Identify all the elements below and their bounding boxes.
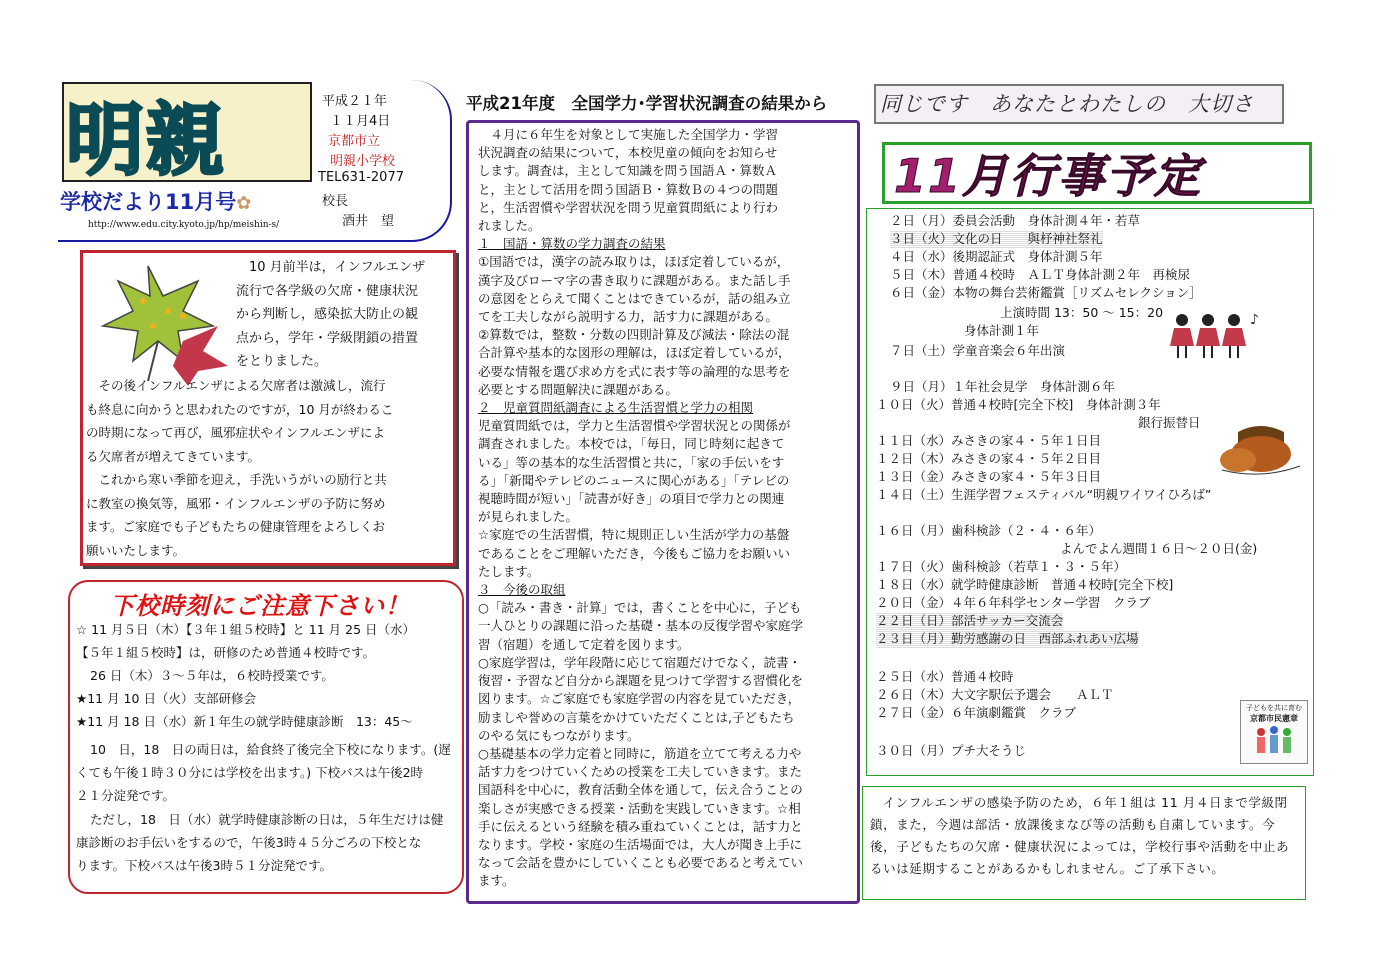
- survey-line: 手に伝えるという経験を積み重ねていくことは，話す力と: [478, 818, 803, 834]
- masthead-year: 平成２１年: [322, 94, 388, 109]
- survey-line: てを工夫しながら説明する力，話す力に課題がある。: [478, 309, 779, 325]
- citizens-charter-badge: [1240, 700, 1308, 764]
- masthead-city: 京都市立: [328, 134, 381, 149]
- event-item: ９日（月）１年社会見学 身体計測６年: [890, 379, 1116, 394]
- survey-line: れました。: [478, 218, 541, 234]
- masthead-principal-label: 校長: [322, 194, 349, 209]
- event-item: ４日（水）後期認証式 身体計測５年: [890, 249, 1103, 264]
- survey-line: ①国語では，漢字の読み取りは，ほぼ定着しているが，: [478, 254, 790, 270]
- chestnut-icon: [1218, 420, 1304, 476]
- closure-notice-text: インフルエンザの感染予防のため，６年１組は 11 月４日まで学級閉鎖，また，今週は部活・放課後まなび等の活動も自粛しています。今後，子どもたちの欠席・健康状況によっては，学校行事や活動を中止あるいは延期することがあるかもしれません。ご了承下さい。: [870, 795, 1290, 876]
- event-item: ２２日（日）部活サッカー交流会: [876, 613, 1064, 628]
- event-item: よんでよん週間１６日～２０日(金): [1060, 541, 1258, 556]
- survey-line: 話す力をつけていくための授業を工夫していきます。また: [478, 764, 803, 780]
- survey-line: と，生活習慣や学習状況を問う児童質問紙により行わ: [478, 199, 779, 215]
- flower-icon: ✿: [236, 193, 252, 214]
- dismissal-line: ☆ 11 月５日（木）【３年１組５校時】と 11 月 25 日（水）: [76, 622, 416, 637]
- dismissal-line: 26 日（木）３～５年は，６校時授業です。: [90, 668, 334, 683]
- events-title: 11月行事予定: [894, 149, 1203, 203]
- dismissal-line: くても午後１時３０分には学校を出ます。) 下校バスは午後2時: [76, 765, 424, 780]
- survey-line: 合計算や基本的な図形の理解は，ほぼ定着しているが，: [478, 345, 791, 361]
- survey-line: であることをご理解いただき，今後もご協力をお願いい: [478, 545, 791, 561]
- singing-children-icon: [1168, 310, 1264, 360]
- dismissal-line: 10 日，18 日の両日は，給食終了後完全下校になります。(遅: [90, 742, 451, 757]
- survey-line: 一人ひとりの課題に沿った基礎・基本の反復学習や家庭学: [478, 618, 804, 634]
- survey-line: 国語科を中心に，教育活動全体を通して，伝え合うことの: [478, 782, 803, 798]
- survey-line: ４月に６年生を対象として実施した全国学力・学習: [490, 127, 779, 142]
- notice-intro: [236, 256, 446, 374]
- charter-line: 子どもを共に育む: [1246, 704, 1302, 712]
- notice-line: をとりました。: [236, 354, 328, 369]
- survey-line: 漢字及びローマ字の書き取りに課題がある。また話し手: [478, 272, 791, 288]
- survey-line: が見られました。: [478, 509, 579, 525]
- survey-line: ○基礎基本の学力定着と同時に，筋道を立てて考える力や: [478, 745, 802, 761]
- event-item: １７日（火）歯科検診（若草１・３・５年）: [876, 559, 1127, 574]
- notice-line: これから寒い季節を迎え，手洗いうがいの励行と共: [98, 472, 387, 487]
- notice-line: 10 月前半は，インフルエンザ: [249, 260, 426, 275]
- survey-line: します。調査は，主として知識を問う国語Ａ・算数Ａ: [478, 163, 778, 179]
- charter-line: 京都市民憲章: [1250, 714, 1298, 723]
- survey-line: ３ 今後の取組: [478, 582, 566, 598]
- masthead-date: １１月4日: [330, 114, 391, 129]
- survey-line: 調査されました。本校では，「毎日，同じ時刻に起きて: [478, 436, 785, 452]
- masthead-school: 明親小学校: [330, 154, 396, 169]
- svg-text:♪: ♪: [1250, 312, 1259, 328]
- survey-title: 平成21年度 全国学力･学習状況調査の結果から: [466, 94, 828, 113]
- survey-line: ○家庭学習は，学年段階に応じて宿題だけでなく，読書・: [478, 654, 802, 670]
- event-item: １１日（水）みさきの家４・５年１日目: [876, 433, 1102, 448]
- survey-line: の意図をとらえて聞くことはできているが，話の組み立: [478, 290, 791, 306]
- survey-line: のやる気にもつながります。: [478, 727, 640, 743]
- notice-line: 願いいたします。: [86, 542, 186, 558]
- notice-line: も終息に向かうと思われたのですが，10 月が終わるこ: [86, 401, 394, 417]
- notice-line: に教室の換気等，風邪・インフルエンザの予防に努め: [86, 495, 386, 511]
- survey-line: ○「読み・書き・計算」では，書くことを中心に，子ども: [478, 600, 802, 616]
- event-item: １４日（土）生涯学習フェスティバル“明親ワイワイひろば”: [876, 487, 1212, 502]
- notice-line: る欠席者が増えてきています。: [86, 448, 261, 464]
- event-item: １６日（月）歯科検診（２・４・６年）: [876, 523, 1102, 538]
- notice-line: の時期になって再び，風邪症状やインフルエンザによ: [86, 425, 386, 440]
- notice-line: ます。ご家庭でも子どもたちの健康管理をよろしくお: [86, 519, 386, 534]
- survey-line: ②算数では，整数・分数の四則計算及び減法・除法の混: [478, 327, 790, 343]
- notice-body: [86, 374, 450, 562]
- school-url[interactable]: http://www.edu.city.kyoto.jp/hp/meishin-s/: [88, 220, 280, 230]
- survey-line: 習（宿題）を通して定着を図ります。: [478, 636, 690, 652]
- event-item: ５日（木）普通４校時 ＡＬＴ身体計測２年 再検尿: [890, 267, 1191, 282]
- slogan-text: 同じです あなたとわたしの 大切さ: [880, 92, 1254, 116]
- survey-line: いる」等の基本的な生活習慣と共に，「家の手伝いをす: [478, 454, 785, 470]
- event-item: 身体計測１年: [964, 323, 1040, 338]
- survey-line: と，主として活用を問う国語Ｂ・算数Ｂの４つの問題: [478, 181, 779, 197]
- survey-line: る」「新聞やテレビのニュースに関心がある」「テレビの: [478, 472, 790, 488]
- survey-line: 状況調査の結果について，本校児童の傾向をお知らせ: [478, 145, 778, 161]
- survey-line: 必要な情報を選び求め方を式に表す等の論理的な思考を: [478, 363, 791, 379]
- masthead-principal-name: 酒井 望: [342, 214, 395, 229]
- family-icon: [1249, 724, 1299, 758]
- survey-line: たします。: [478, 563, 540, 579]
- notice-line: から判断し，感染拡大防止の観: [236, 307, 419, 322]
- survey-line: ２ 児童質問紙調査による生活習慣と学力の相関: [478, 400, 754, 416]
- survey-line: ☆家庭での生活習慣，特に規則正しい生活が学力の基盤: [478, 527, 790, 543]
- survey-line: 図ります。☆ご家庭でも家庭学習の内容を見ていただき，: [478, 691, 801, 707]
- event-item: １３日（金）みさきの家４・５年３日目: [876, 469, 1102, 484]
- school-logo: 明親: [66, 96, 227, 186]
- dismissal-line: ただし，18 日（水）就学時健康診断の日は，５年生だけは健: [90, 812, 444, 827]
- event-item: ２３日（月）勤労感謝の日 西部ふれあい広場: [876, 631, 1139, 646]
- dismissal-line: ２１分淀発です。: [76, 788, 176, 803]
- autumn-leaves-icon: [88, 256, 238, 386]
- event-item: ２７日（金）６年演劇鑑賞 クラブ: [876, 705, 1077, 720]
- dismissal-title: 下校時刻にご注意下さい！: [110, 592, 410, 620]
- dismissal-line: 【５年１組５校時】は，研修のため普通４校時です。: [76, 645, 376, 660]
- survey-line: 復習・予習など自分から課題を見つけて学習する習慣化を: [478, 673, 804, 689]
- event-item: １８日（水）就学時健康診断 普通４校時[完全下校]: [876, 577, 1174, 592]
- event-item: ２５日（水）普通４校時: [876, 669, 1014, 684]
- survey-line: 励ましや誉めの言葉をかけていただくことは,子どもたち: [478, 709, 795, 725]
- survey-line: １ 国語・算数の学力調査の結果: [478, 236, 666, 252]
- notice-line: 流行で各学級の欠席・健康状況: [236, 283, 419, 299]
- event-item: 銀行振替日: [1138, 415, 1201, 430]
- event-item: ６日（金）本物の舞台芸術鑑賞［リズムセレクション］: [890, 285, 1202, 300]
- event-item: ２０日（金）４年６年科学センター学習 クラブ: [876, 595, 1151, 610]
- masthead-tel: TEL631-2077: [318, 170, 404, 185]
- dismissal-line: ★11 月 10 日（火）支部研修会: [76, 691, 256, 706]
- event-item: ３日（火）文化の日 與杼神社祭礼: [890, 231, 1103, 246]
- survey-line: なって会話を豊かにしていくことも必要であると考えてい: [478, 855, 804, 871]
- dismissal-line: ります。下校バスは午後3時５１分淀発です。: [76, 858, 332, 873]
- event-item: ２日（月）委員会活動 身体計測４年・若草: [890, 213, 1141, 228]
- survey-body: [478, 126, 848, 891]
- survey-line: 楽しさが実感できる授業・活動を実践していきます。☆相: [478, 800, 801, 816]
- event-item: ２６日（木）大文字駅伝予選会 ＡＬＴ: [876, 687, 1114, 702]
- notice-line: 点から，学年・学級閉鎖の措置: [236, 330, 419, 346]
- survey-line: 視聴時間が短い」「読書が好き」の項目で学力との関連: [478, 491, 785, 507]
- dismissal-line: 康診断のお手伝いをするので，午後3時４５分ごろの下校とな: [76, 835, 422, 850]
- survey-line: 児童質問紙では，学力と生活習慣や学習状況との関係が: [478, 418, 791, 434]
- survey-line: 必要とする問題解決に課題がある。: [478, 381, 679, 397]
- event-item: ７日（土）学童音楽会６年出演: [890, 343, 1066, 358]
- survey-line: ます。: [478, 873, 515, 889]
- event-item: １２日（木）みさきの家４・５年２日目: [876, 451, 1102, 466]
- notice-line: その後インフルエンザによる欠席者は激減し，流行: [98, 378, 386, 393]
- survey-line: なります。学校・家庭の生活場面では，大人が聞き上手に: [478, 836, 803, 852]
- event-item: 上演時間 13：50 ～ 15：20: [1000, 305, 1164, 320]
- issue-title: 学校だより11月号✿: [60, 190, 252, 214]
- dismissal-line: ★11 月 18 日（水）新１年生の就学時健康診断 13：45～: [76, 714, 413, 729]
- event-item: １０日（火）普通４校時[完全下校] 身体計測３年: [876, 397, 1161, 412]
- event-item: ３０日（月）プチ大そうじ: [876, 743, 1027, 758]
